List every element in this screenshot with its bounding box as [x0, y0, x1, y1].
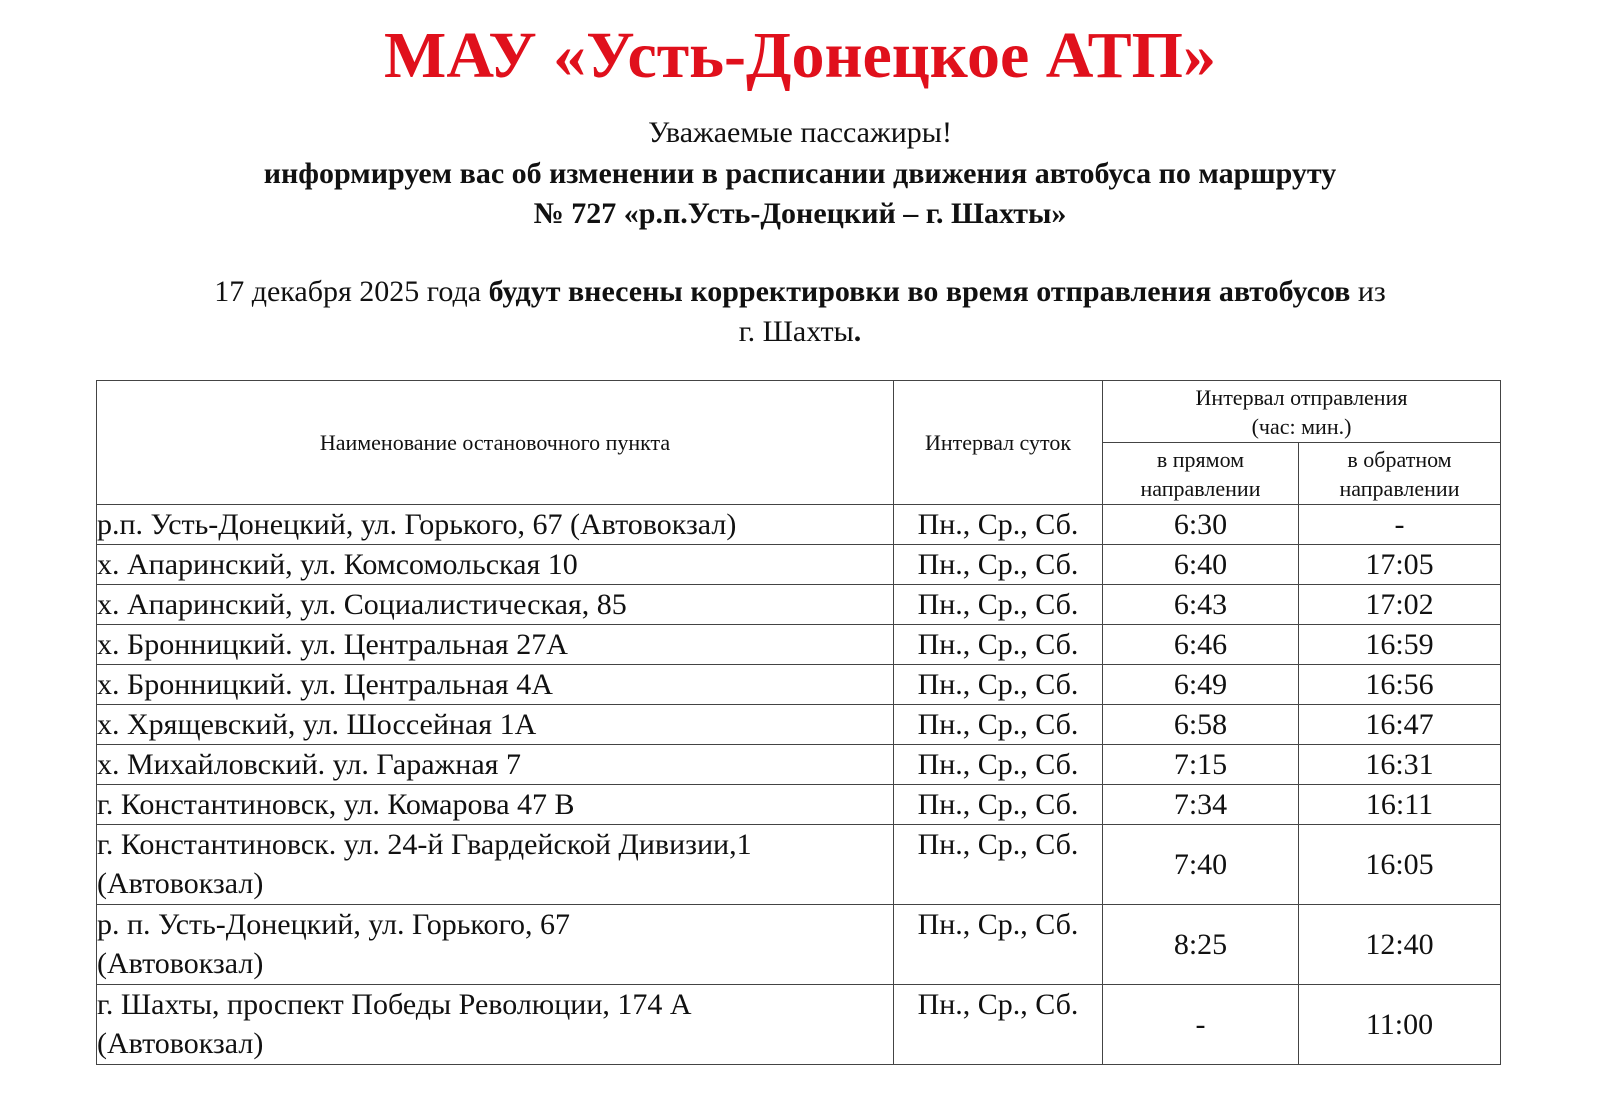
greeting: Уважаемые пассажиры!: [648, 116, 952, 149]
header-stop: Наименование остановочного пункта: [97, 381, 894, 505]
back-time: 17:02: [1299, 585, 1501, 625]
table-row: [97, 745, 1501, 785]
forward-time: 7:34: [1103, 785, 1299, 825]
forward-time: 6:40: [1103, 545, 1299, 585]
stop-name-line1: х. Бронницкий. ул. Центральная 27А: [97, 628, 568, 661]
table-row: [97, 665, 1501, 705]
days-cell: Пн., Ср., Сб.: [894, 665, 1103, 705]
stop-name: [97, 985, 894, 1065]
stop-name-line2: (Автовокзал): [97, 947, 264, 980]
days-cell: Пн., Ср., Сб.: [894, 705, 1103, 745]
header-forward-line1: в прямом: [1156, 446, 1245, 472]
back-time: 12:40: [1299, 905, 1501, 985]
stop-name: [97, 545, 894, 585]
stop-name-line1: х. Апаринский, ул. Комсомольская 10: [97, 548, 578, 581]
back-time: 17:05: [1299, 545, 1501, 585]
back-time: 16:31: [1299, 745, 1501, 785]
back-time: 16:05: [1299, 825, 1501, 905]
stop-name: [97, 505, 894, 545]
notice-city: г. Шахты: [738, 315, 854, 348]
header-back: [1299, 443, 1501, 505]
stop-name: [97, 905, 894, 985]
days-cell: Пн., Ср., Сб.: [894, 745, 1103, 785]
page-title: МАУ «Усть-Донецкое АТП»: [384, 19, 1216, 92]
forward-time: 8:25: [1103, 905, 1299, 985]
route-info-line1: информируем вас об изменении в расписании движения автобуса по маршруту: [263, 157, 1337, 190]
stop-name-line1: х. Бронницкий. ул. Центральная 4А: [97, 668, 553, 701]
header-interval-unit: (час: мин.): [1251, 413, 1352, 439]
days-cell: Пн., Ср., Сб.: [894, 985, 1103, 1065]
stop-name-line2: (Автовокзал): [97, 867, 264, 900]
table-row: [97, 545, 1501, 585]
table-row: [97, 785, 1501, 825]
table-row: [97, 505, 1501, 545]
header-row: [97, 381, 1501, 443]
table-row: [97, 825, 1501, 905]
notice-from: из: [1357, 275, 1386, 308]
back-time: 11:00: [1299, 985, 1501, 1065]
stop-name-line1: х. Апаринский, ул. Социалистическая, 85: [97, 588, 627, 621]
forward-time: 6:58: [1103, 705, 1299, 745]
schedule-body: [97, 505, 1501, 1065]
stop-name: [97, 785, 894, 825]
stop-name-line1: х. Хрящевский, ул. Шоссейная 1А: [97, 708, 537, 741]
table-row: [97, 985, 1501, 1065]
days-cell: Пн., Ср., Сб.: [894, 785, 1103, 825]
forward-time: 7:15: [1103, 745, 1299, 785]
stop-name-line1: г. Шахты, проспект Победы Революции, 174 А: [97, 988, 692, 1021]
header-back-line2: направлении: [1339, 475, 1460, 501]
stop-name: [97, 825, 894, 905]
days-cell: Пн., Ср., Сб.: [894, 585, 1103, 625]
days-cell: Пн., Ср., Сб.: [894, 825, 1103, 905]
route-info-line2: № 727 «р.п.Усть-Донецкий – г. Шахты»: [533, 197, 1067, 230]
route-info: [0, 154, 1600, 234]
stop-name-line1: р. п. Усть-Донецкий, ул. Горького, 67: [97, 908, 571, 941]
back-time: 16:47: [1299, 705, 1501, 745]
back-time: 16:11: [1299, 785, 1501, 825]
forward-time: 6:30: [1103, 505, 1299, 545]
table-row: [97, 625, 1501, 665]
forward-time: 6:49: [1103, 665, 1299, 705]
change-notice: [100, 272, 1500, 352]
back-time: 16:56: [1299, 665, 1501, 705]
header-forward: [1103, 443, 1299, 505]
days-cell: Пн., Ср., Сб.: [894, 505, 1103, 545]
stop-name: [97, 585, 894, 625]
table-row: [97, 585, 1501, 625]
stop-name-line1: р.п. Усть-Донецкий, ул. Горького, 67 (Автовокзал): [97, 508, 737, 541]
notice-dot: .: [853, 315, 862, 348]
stop-name-line1: х. Михайловский. ул. Гаражная 7: [97, 748, 521, 781]
forward-time: 6:46: [1103, 625, 1299, 665]
header-interval-label: Интервал отправления: [1195, 384, 1408, 410]
days-cell: Пн., Ср., Сб.: [894, 545, 1103, 585]
notice-date: 17 декабря 2025 года: [214, 275, 482, 308]
stop-name: [97, 625, 894, 665]
stop-name: [97, 705, 894, 745]
back-time: -: [1299, 505, 1501, 545]
stop-name: [97, 745, 894, 785]
table-row: [97, 705, 1501, 745]
forward-time: 7:40: [1103, 825, 1299, 905]
header-forward-line2: направлении: [1140, 475, 1261, 501]
notice-bold-text: будут внесены корректировки во время отправления автобусов: [488, 275, 1351, 308]
forward-time: -: [1103, 985, 1299, 1065]
header-days: Интервал суток: [894, 381, 1103, 505]
table-row: [97, 905, 1501, 985]
header-back-line1: в обратном: [1347, 446, 1452, 472]
days-cell: Пн., Ср., Сб.: [894, 905, 1103, 985]
forward-time: 6:43: [1103, 585, 1299, 625]
back-time: 16:59: [1299, 625, 1501, 665]
schedule-table: [96, 380, 1501, 1065]
stop-name-line1: г. Константиновск, ул. Комарова 47 В: [97, 788, 575, 821]
stop-name-line1: г. Константиновск. ул. 24-й Гвардейской Дивизии,1: [97, 828, 752, 861]
stop-name: [97, 665, 894, 705]
header-interval: [1103, 381, 1501, 443]
stop-name-line2: (Автовокзал): [97, 1027, 264, 1060]
days-cell: Пн., Ср., Сб.: [894, 625, 1103, 665]
